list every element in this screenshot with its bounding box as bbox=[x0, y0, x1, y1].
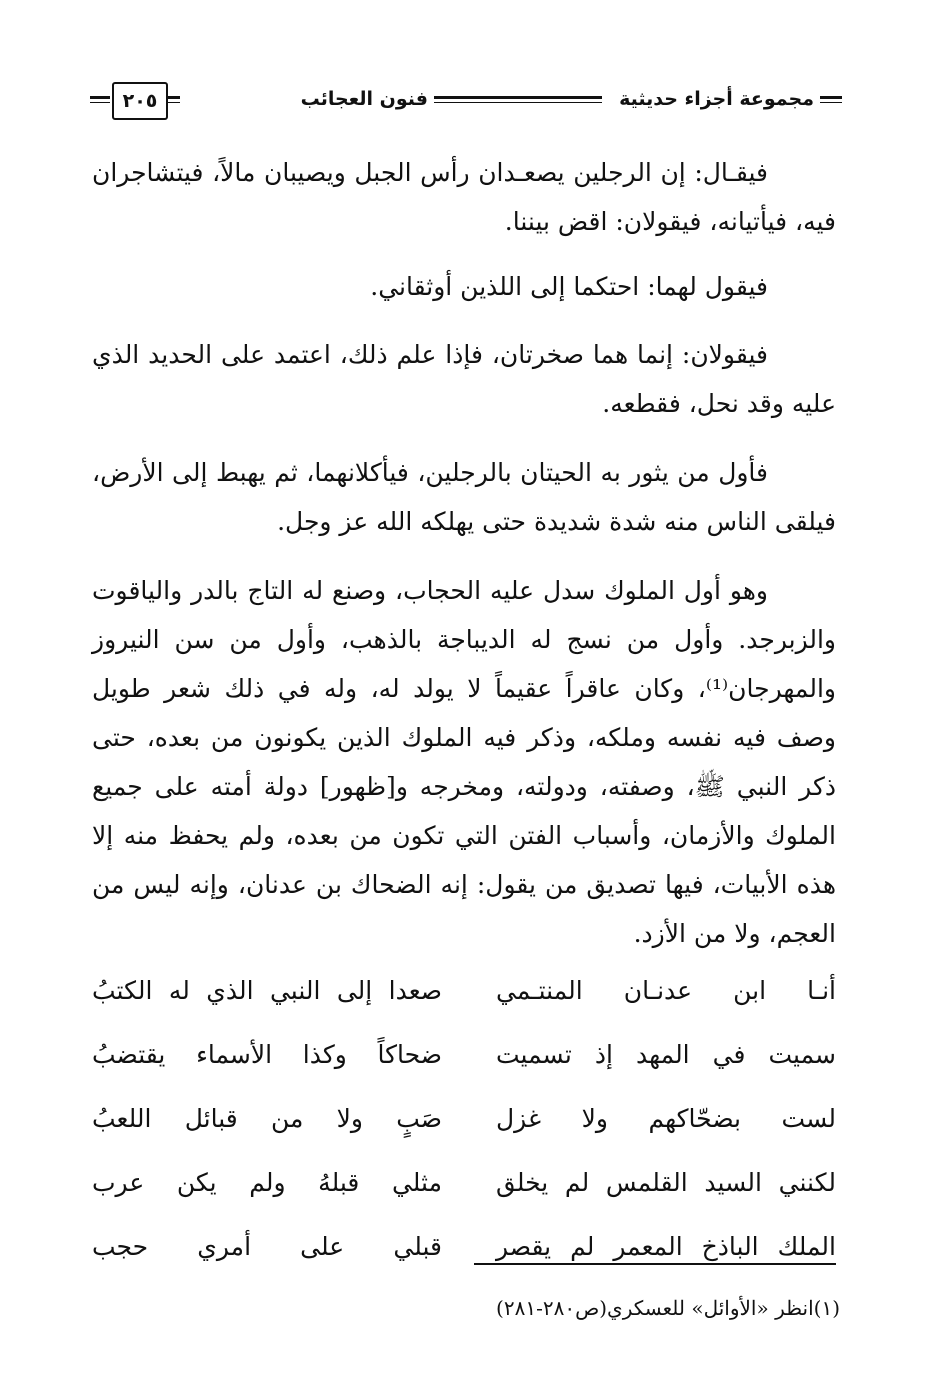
header-rule bbox=[90, 102, 110, 103]
header-rule bbox=[166, 96, 180, 99]
paragraph bbox=[92, 262, 836, 311]
poem-verse bbox=[92, 1158, 836, 1222]
paragraph-text: فيقول لهما: احتكما إلى اللذين أوثقاني. bbox=[370, 272, 768, 301]
verse-second-half: صَبٍ ولا من قبائل اللعبُ bbox=[92, 1104, 442, 1133]
header-rule bbox=[90, 96, 110, 99]
section-title: فنون العجائب bbox=[300, 88, 428, 110]
header-rule bbox=[166, 102, 180, 103]
verse-first-half: أنـا ابن عدنـان المنتـمي bbox=[496, 976, 836, 1005]
paragraph bbox=[92, 566, 836, 958]
header-rule bbox=[820, 96, 842, 99]
paragraph-text: فيقولان: إنما هما صخرتان، فإذا علم ذلك، اعتمد على الحديد الذي عليه وقد نحل، فقطعه. bbox=[92, 340, 836, 418]
footnote: (١)انظر «الأوائل» للعسكري(ص٢٨٠-٢٨١) bbox=[496, 1296, 840, 1320]
book-title: مجموعة أجزاء حديثية bbox=[619, 88, 814, 110]
poem bbox=[92, 966, 836, 1286]
paragraph bbox=[92, 448, 836, 546]
footnote-separator bbox=[474, 1263, 836, 1265]
header-rule bbox=[820, 102, 842, 103]
poem-verse bbox=[92, 1222, 836, 1286]
paragraph-text: فأول من يثور به الحيتان بالرجلين، فيأكلانهما، ثم يهبط إلى الأرض، فيلقى الناس منه شدة شديدة حتى يهلكه الله عز وجل. bbox=[92, 458, 836, 536]
verse-second-half: قبلي على أمري حجب bbox=[92, 1232, 442, 1261]
verse-second-half: صعدا إلى النبي الذي له الكتبُ bbox=[92, 976, 442, 1005]
header-rule bbox=[434, 102, 602, 103]
header-rule bbox=[434, 96, 602, 99]
paragraph bbox=[92, 330, 836, 428]
verse-first-half: لكنني السيد القلمس لم يخلق bbox=[496, 1168, 836, 1197]
paragraph-text: وهو أول الملوك سدل عليه الحجاب، وصنع له التاج بالدر والياقوت والزبرجد. وأول من نسج له الديباجة بالذهب، وأول من سن النيروز والمهرجان⁽¹⁾، وكان عاقراً عقيماً لا يولد له، وله في ذلك شعر طويل وصف فيه نفسه وملكه، وذكر فيه الملوك الذين يكونون من بعده، حتى ذكر النبي ﷺ، وصفته، ودولته، ومخرجه و[ظهور] دولة أمته على جميع الملوك والأزمان، وأسباب الفتن التي تكون من بعده، ولم يحفظ منه إلا هذه الأبيات، فيها تصديق من يقول: إنه الضحاك بن عدنان، وإنه ليس من العجم، ولا من الأزد. bbox=[92, 576, 836, 948]
verse-second-half: مثلي قبلهُ ولم يكن عرب bbox=[92, 1168, 442, 1197]
verse-second-half: ضحاكاً وكذا الأسماء يقتضبُ bbox=[92, 1040, 442, 1069]
paragraph-text: فيقـال: إن الرجلين يصعـدان رأس الجبل ويصيبان مالاً، فيتشاجران فيه، فيأتيانه، فيقولان: اقض بيننا. bbox=[92, 158, 836, 236]
page-number: ٢٠٥ bbox=[112, 82, 168, 120]
paragraph bbox=[92, 148, 836, 246]
poem-verse bbox=[92, 966, 836, 1030]
verse-first-half: سميت في المهد إذ تسميت bbox=[496, 1040, 836, 1069]
poem-verse bbox=[92, 1094, 836, 1158]
verse-first-half: الملك الباذخ المعمر لم يقصر bbox=[496, 1232, 836, 1261]
verse-first-half: لست بضحّاكهم ولا غزل bbox=[496, 1104, 836, 1133]
poem-verse bbox=[92, 1030, 836, 1094]
running-header bbox=[90, 82, 842, 122]
